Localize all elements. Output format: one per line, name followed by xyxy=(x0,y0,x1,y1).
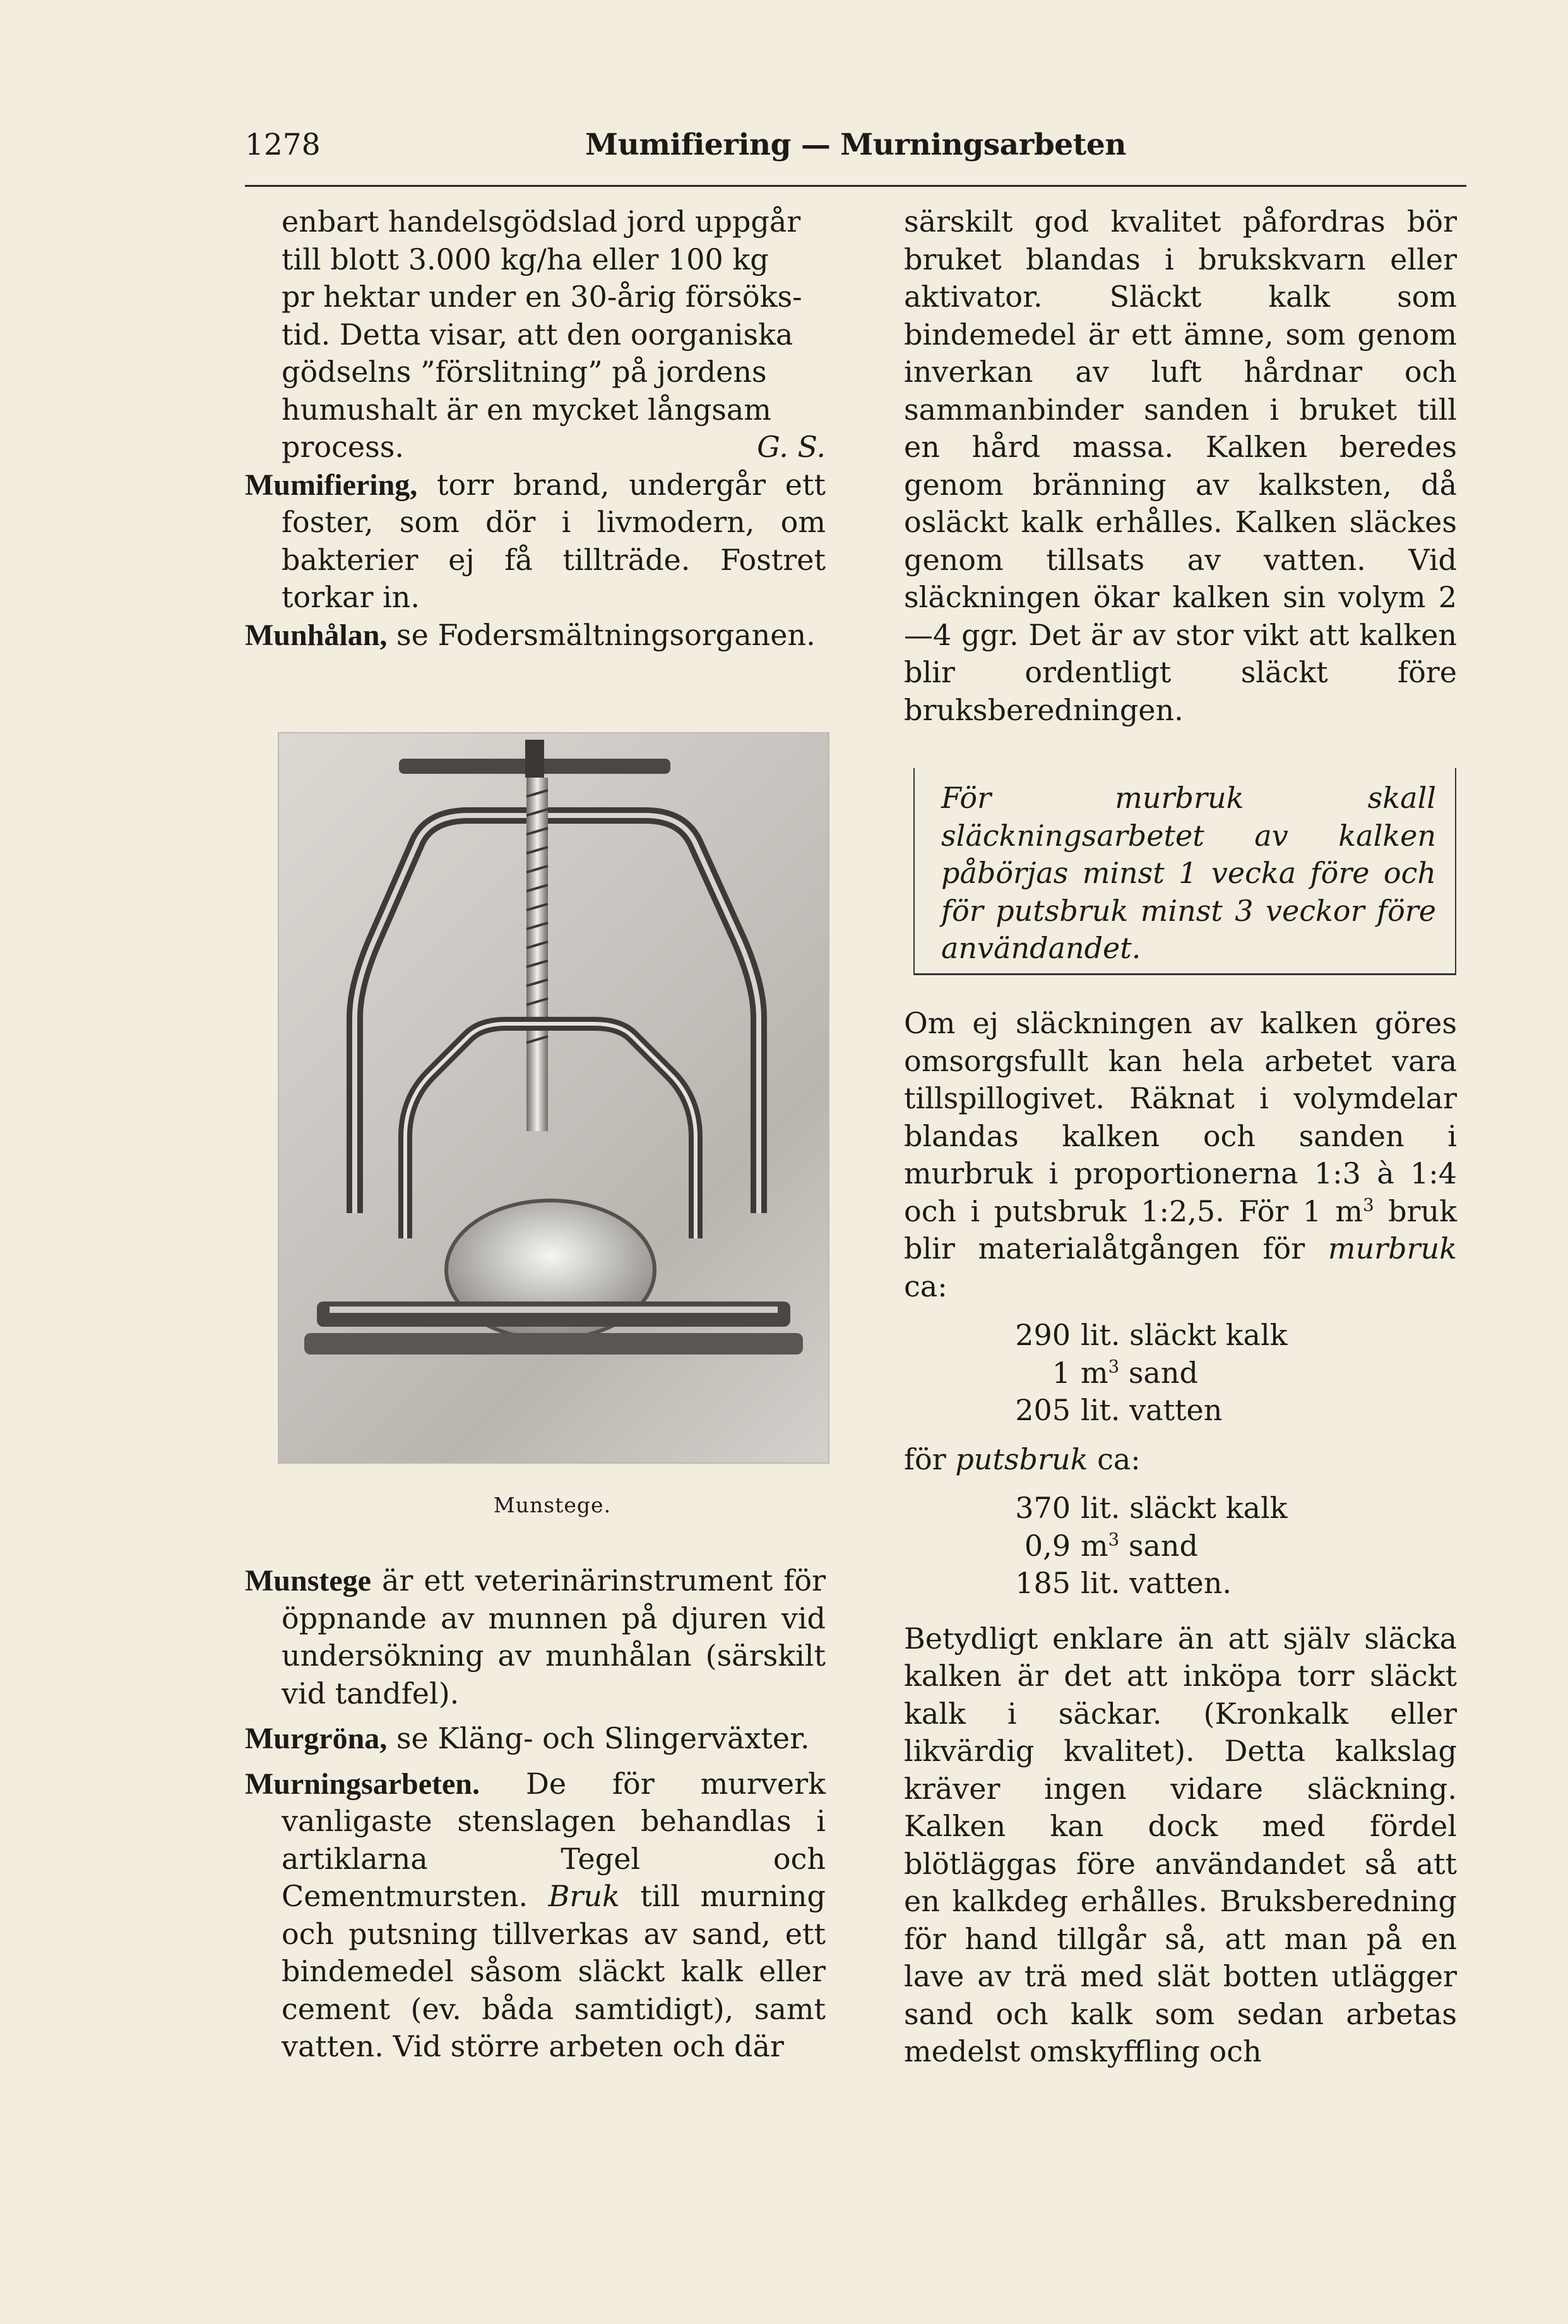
right-column-bottom xyxy=(904,1005,1457,2071)
putsbruk-intro: för putsbruk ca: xyxy=(904,1442,1141,1476)
figure-caption: Munstege. xyxy=(493,1493,612,1517)
mouth-speculum-illustration xyxy=(279,733,828,1462)
recipe-murbruk xyxy=(904,1317,1457,1430)
recipe-line: 185 lit. vatten. xyxy=(1015,1566,1232,1600)
recipe-line: 290 lit. släckt kalk xyxy=(1015,1318,1288,1352)
headword: Munhålan, xyxy=(245,618,388,652)
recipe-line: 370 lit. släckt kalk xyxy=(1015,1491,1288,1525)
recipe-line: 1 $m^3$ sand xyxy=(1052,1355,1198,1390)
notice-text: För murbruk skall släckningsarbetet av kalken påbörjas minst 1 vecka före och för putsbruk minst 3 veckor före användandet. xyxy=(941,781,1436,965)
left-column-top xyxy=(245,203,826,654)
entry-mumifiering: Mumifiering, torr brand, undergår ett foster, som dör i livmodern, om bakterier ej få tillträde. Fostret torkar in. xyxy=(245,467,826,614)
headword: Murningsarbeten. xyxy=(245,1767,480,1801)
munstege-photo xyxy=(278,732,829,1464)
running-title: Mumifiering — Murningsarbeten xyxy=(585,127,1126,162)
paragraph-slackt-kalk: särskilt god kvalitet påfordras bör bruket blandas i brukskvarn eller aktivator. Släckt kalk som bindemedel är ett ämne, som genom inverkan av luft hårdnar och sammanbinder sanden i bruket till en hård massa. Kalken beredes genom bränning av kalksten, då osläckt kalk erhålles. Kalken släckes genom tillsats av vatten. Vid släckningen ökar kalken sin volym 2—4 ggr. Det är av stor vikt att kalken blir ordentligt släckt före bruksberedningen. xyxy=(904,205,1457,727)
author-signature: G. S. xyxy=(757,430,826,464)
entry-murningsarbeten: Murningsarbeten. De för murverk vanligaste stenslagen behandlas i artiklarna Tegel och Cementmursten. Bruk till murning och putsning tillverkas av sand, ett bindemedel såsom släckt kalk eller cement (ev. båda samtidigt), samt vatten. Vid större arbeten och där xyxy=(245,1766,826,2063)
headword: Murgröna, xyxy=(245,1722,388,1755)
entry-murgrona: Murgröna, se Kläng- och Slingerväxter. xyxy=(245,1721,810,1755)
paragraph-torr-kalk: Betydligt enklare än att själv släcka kalken är det att inköpa torr släckt kalk i säckar. (Kronkalk eller likvärdig kvalitet). Detta kalkslag kräver ingen vidare släckning. Kalken kan dock med fördel blötläggas före användandet så att en kalkdeg erhålles. Bruksberedning för hand tillgår så, att man på en lave av trä med slät botten utlägger sand och kalk som sedan arbetas medelst omskyffling och xyxy=(904,1621,1457,2068)
page-number: 1278 xyxy=(245,127,321,162)
continued-paragraph: enbart handelsgödslad jord uppgår till blott 3.000 kg/ha eller 100 kg pr hektar under en 30-årig försöks- tid. Detta visar, att den oorganiska gödselns ”förslitning” på jordens humushalt är en mycket långsam process. G. S. xyxy=(245,203,826,466)
recipe-line: 0,9 $m^3$ sand xyxy=(1024,1528,1198,1563)
recipe-line: 205 lit. vatten xyxy=(1015,1393,1223,1427)
notice-box xyxy=(913,768,1456,975)
paragraph-slackning: Om ej släckningen av kalken göres omsorgsfullt kan hela arbetet vara tillspillogivet. Räknat i volymdelar blandas kalken och sanden i murbruk i proportionerna 1:3 à 1:4 och i putsbruk 1:2,5. För 1 $m^3$ bruk blir materialåtgången för murbruk ca: xyxy=(904,1006,1458,1303)
headword: Munstege xyxy=(245,1564,371,1598)
running-header xyxy=(245,120,1466,177)
left-column-bottom xyxy=(245,1562,826,2066)
recipe-putsbruk xyxy=(904,1490,1457,1603)
headword: Mumifiering, xyxy=(245,468,418,502)
entry-munstege: Munstege är ett veterinärinstrument för öppnande av munnen på djuren vid undersökning av munhålan (särskilt vid tandfel). xyxy=(245,1563,826,1710)
header-rule xyxy=(245,185,1466,187)
entry-munhalan: Munhålan, se Fodersmältningsorganen. xyxy=(245,617,816,652)
right-column-top xyxy=(904,203,1457,729)
